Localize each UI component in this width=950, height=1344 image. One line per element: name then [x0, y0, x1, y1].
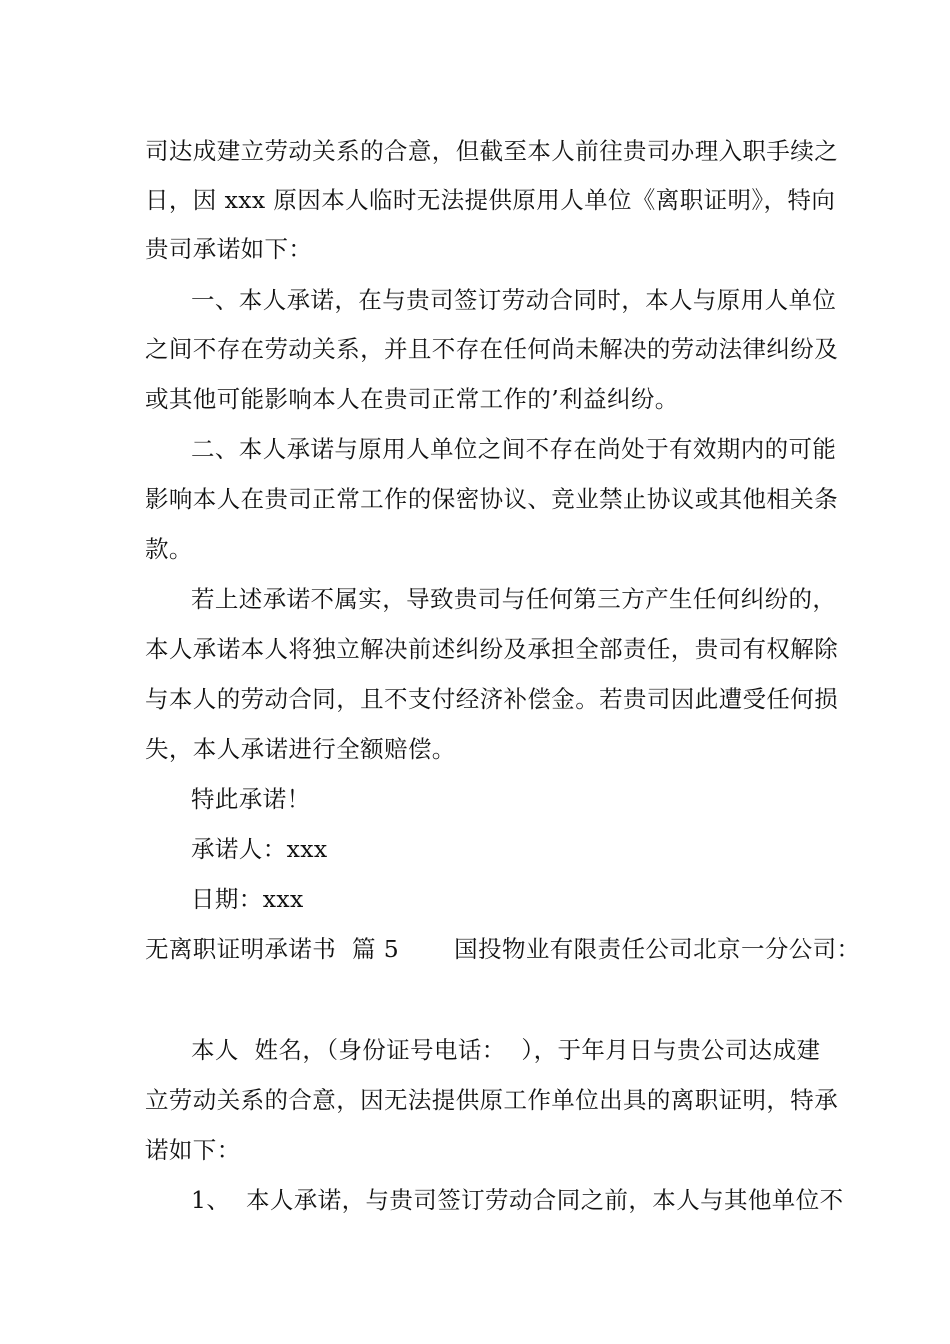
- paragraph-3-line-1: 二、本人承诺与原用人单位之间不存在尚处于有效期内的可能: [191, 435, 837, 463]
- closing-text: 特此承诺！: [191, 785, 311, 813]
- section-heading: 无离职证明承诺书 篇 5 国投物业有限责任公司北京一分公司：: [145, 935, 861, 963]
- paragraph-4-line-3: 与本人的劳动合同，且不支付经济补偿金。若贵司因此遭受任何损: [145, 685, 839, 713]
- paragraph-4-line-1: 若上述承诺不属实，导致贵司与任何第三方产生任何纠纷的，: [191, 585, 837, 613]
- paragraph-5-line-1: 本人 姓名，（身份证号电话： ），于年月日与贵公司达成建: [191, 1036, 821, 1064]
- paragraph-5-line-3: 诺如下：: [145, 1136, 241, 1164]
- signer-line: 承诺人：xxx: [191, 835, 328, 863]
- paragraph-2-line-2: 之间不存在劳动关系，并且不存在任何尚未解决的劳动法律纠纷及: [145, 335, 839, 363]
- paragraph-3-line-3: 款。: [145, 535, 193, 563]
- paragraph-1-line-3: 贵司承诺如下：: [145, 235, 313, 263]
- date-line: 日期：xxx: [191, 885, 304, 913]
- paragraph-3-line-2: 影响本人在贵司正常工作的保密协议、竞业禁止协议或其他相关条: [145, 485, 839, 513]
- paragraph-5-line-2: 立劳动关系的合意，因无法提供原工作单位出具的离职证明，特承: [145, 1086, 839, 1114]
- paragraph-1-line-1: 司达成建立劳动关系的合意，但截至本人前往贵司办理入职手续之: [145, 137, 839, 165]
- paragraph-4-line-4: 失，本人承诺进行全额赔偿。: [145, 735, 456, 763]
- paragraph-1-line-2: 日，因 xxx 原因本人临时无法提供原用人单位《离职证明》，特向: [145, 186, 836, 214]
- paragraph-4-line-2: 本人承诺本人将独立解决前述纠纷及承担全部责任，贵司有权解除: [145, 635, 839, 663]
- paragraph-2-line-1: 一、本人承诺，在与贵司签订劳动合同时，本人与原用人单位: [191, 286, 837, 314]
- paragraph-2-line-3: 或其他可能影响本人在贵司正常工作的’利益纠纷。: [145, 385, 679, 413]
- paragraph-6-line-1: 1、 本人承诺，与贵司签订劳动合同之前，本人与其他单位不: [191, 1186, 844, 1214]
